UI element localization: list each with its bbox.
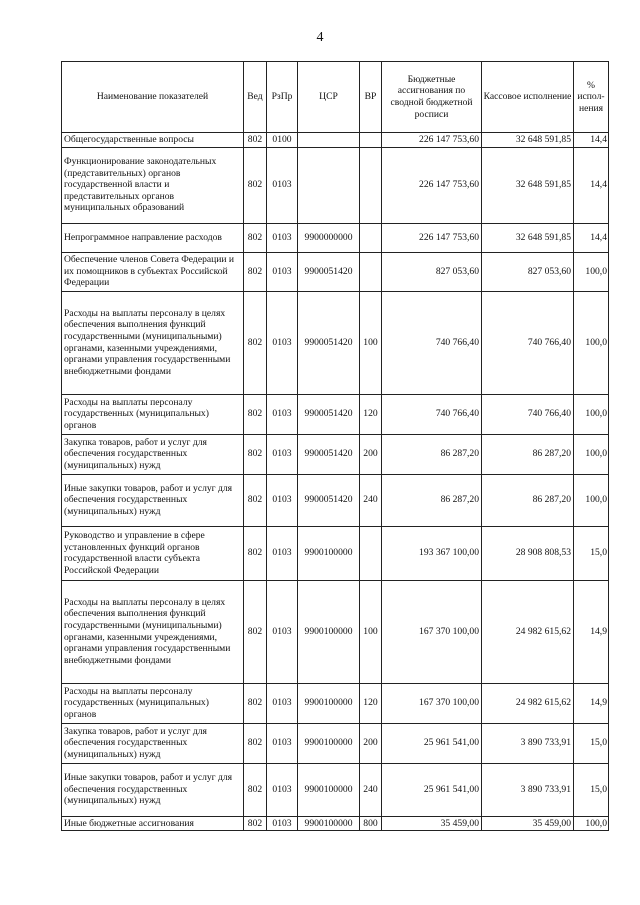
row-budget: 193 367 100,00 bbox=[382, 526, 482, 580]
row-rzpr: 0103 bbox=[267, 147, 298, 223]
row-budget: 25 961 541,00 bbox=[382, 723, 482, 763]
row-rzpr: 0103 bbox=[267, 434, 298, 474]
row-pct: 15,0 bbox=[574, 763, 609, 816]
row-rzpr: 0103 bbox=[267, 723, 298, 763]
row-cash: 28 908 808,53 bbox=[482, 526, 574, 580]
row-csr: 9900100000 bbox=[298, 526, 360, 580]
row-ved: 802 bbox=[244, 434, 267, 474]
row-name: Расходы на выплаты персоналу в целях обеспечения выполнения функций государственными (муниципальными) органами, казенными учреждениями, органами управления государственными внебюджетными фондами bbox=[62, 580, 244, 683]
row-rzpr: 0103 bbox=[267, 683, 298, 723]
row-cash: 35 459,00 bbox=[482, 816, 574, 831]
row-ved: 802 bbox=[244, 147, 267, 223]
row-ved: 802 bbox=[244, 291, 267, 394]
header-csr: ЦСР bbox=[298, 62, 360, 133]
table-row bbox=[62, 223, 609, 252]
row-pct: 100,0 bbox=[574, 291, 609, 394]
row-ved: 802 bbox=[244, 526, 267, 580]
row-rzpr: 0103 bbox=[267, 580, 298, 683]
row-name: Расходы на выплаты персоналу государственных (муниципальных) органов bbox=[62, 683, 244, 723]
row-budget: 35 459,00 bbox=[382, 816, 482, 831]
row-rzpr: 0103 bbox=[267, 394, 298, 434]
header-budget: Бюджетные ассигнования по сводной бюджетной росписи bbox=[382, 62, 482, 133]
row-rzpr: 0103 bbox=[267, 291, 298, 394]
row-csr: 9900100000 bbox=[298, 763, 360, 816]
table-row bbox=[62, 526, 609, 580]
row-rzpr: 0103 bbox=[267, 223, 298, 252]
row-pct: 100,0 bbox=[574, 394, 609, 434]
row-csr: 9900051420 bbox=[298, 434, 360, 474]
row-pct: 100,0 bbox=[574, 434, 609, 474]
row-name: Расходы на выплаты персоналу в целях обеспечения выполнения функций государственными (муниципальными) органами, казенными учреждениями, органами управления государственными внебюджетными фондами bbox=[62, 291, 244, 394]
row-csr: 9900051420 bbox=[298, 474, 360, 526]
table-row bbox=[62, 291, 609, 394]
row-cash: 32 648 591,85 bbox=[482, 133, 574, 148]
row-vr: 100 bbox=[360, 291, 382, 394]
row-ved: 802 bbox=[244, 223, 267, 252]
row-budget: 86 287,20 bbox=[382, 434, 482, 474]
row-csr: 9900051420 bbox=[298, 394, 360, 434]
row-cash: 24 982 615,62 bbox=[482, 580, 574, 683]
header-ved: Вед bbox=[244, 62, 267, 133]
page-number: 4 bbox=[316, 30, 324, 45]
row-rzpr: 0103 bbox=[267, 252, 298, 291]
row-name: Закупка товаров, работ и услуг для обеспечения государственных (муниципальных) нужд bbox=[62, 434, 244, 474]
row-name: Обеспечение членов Совета Федерации и их помощников в субъектах Российской Федерации bbox=[62, 252, 244, 291]
row-csr: 9900100000 bbox=[298, 816, 360, 831]
row-csr: 9900100000 bbox=[298, 723, 360, 763]
row-pct: 100,0 bbox=[574, 816, 609, 831]
row-vr bbox=[360, 133, 382, 148]
row-budget: 167 370 100,00 bbox=[382, 580, 482, 683]
row-cash: 32 648 591,85 bbox=[482, 147, 574, 223]
table-body bbox=[62, 133, 609, 831]
row-budget: 86 287,20 bbox=[382, 474, 482, 526]
table-row bbox=[62, 580, 609, 683]
row-budget: 740 766,40 bbox=[382, 394, 482, 434]
row-cash: 740 766,40 bbox=[482, 394, 574, 434]
row-rzpr: 0100 bbox=[267, 133, 298, 148]
row-vr bbox=[360, 147, 382, 223]
row-cash: 3 890 733,91 bbox=[482, 763, 574, 816]
row-ved: 802 bbox=[244, 394, 267, 434]
table-row bbox=[62, 474, 609, 526]
row-name: Иные закупки товаров, работ и услуг для обеспечения государственных (муниципальных) нужд bbox=[62, 763, 244, 816]
row-vr: 200 bbox=[360, 434, 382, 474]
table-row bbox=[62, 394, 609, 434]
row-rzpr: 0103 bbox=[267, 526, 298, 580]
header-name: Наименование показателей bbox=[62, 62, 244, 133]
row-vr: 240 bbox=[360, 763, 382, 816]
row-pct: 14,4 bbox=[574, 223, 609, 252]
row-csr: 9900051420 bbox=[298, 252, 360, 291]
row-csr: 9900051420 bbox=[298, 291, 360, 394]
row-budget: 226 147 753,60 bbox=[382, 147, 482, 223]
row-name: Закупка товаров, работ и услуг для обеспечения государственных (муниципальных) нужд bbox=[62, 723, 244, 763]
row-ved: 802 bbox=[244, 763, 267, 816]
row-vr: 100 bbox=[360, 580, 382, 683]
row-vr: 200 bbox=[360, 723, 382, 763]
table-row bbox=[62, 147, 609, 223]
row-pct: 15,0 bbox=[574, 526, 609, 580]
row-vr: 120 bbox=[360, 683, 382, 723]
row-name: Руководство и управление в сфере установленных функций органов государственной власти субъекта Российской Федерации bbox=[62, 526, 244, 580]
row-pct: 100,0 bbox=[574, 252, 609, 291]
table-row bbox=[62, 133, 609, 148]
budget-execution-table bbox=[61, 61, 609, 831]
row-ved: 802 bbox=[244, 252, 267, 291]
row-cash: 3 890 733,91 bbox=[482, 723, 574, 763]
row-pct: 100,0 bbox=[574, 474, 609, 526]
table-row bbox=[62, 434, 609, 474]
header-vr: ВР bbox=[360, 62, 382, 133]
row-rzpr: 0103 bbox=[267, 763, 298, 816]
row-vr bbox=[360, 526, 382, 580]
row-cash: 827 053,60 bbox=[482, 252, 574, 291]
row-budget: 740 766,40 bbox=[382, 291, 482, 394]
row-pct: 14,4 bbox=[574, 133, 609, 148]
row-budget: 25 961 541,00 bbox=[382, 763, 482, 816]
row-csr: 9900100000 bbox=[298, 683, 360, 723]
row-budget: 226 147 753,60 bbox=[382, 223, 482, 252]
row-rzpr: 0103 bbox=[267, 474, 298, 526]
row-name: Иные закупки товаров, работ и услуг для обеспечения государственных (муниципальных) нужд bbox=[62, 474, 244, 526]
row-pct: 14,4 bbox=[574, 147, 609, 223]
row-cash: 24 982 615,62 bbox=[482, 683, 574, 723]
row-ved: 802 bbox=[244, 816, 267, 831]
row-budget: 226 147 753,60 bbox=[382, 133, 482, 148]
row-ved: 802 bbox=[244, 580, 267, 683]
row-rzpr: 0103 bbox=[267, 816, 298, 831]
row-ved: 802 bbox=[244, 474, 267, 526]
row-cash: 740 766,40 bbox=[482, 291, 574, 394]
row-name: Общегосударственные вопросы bbox=[62, 133, 244, 148]
header-pct: % испол-нения bbox=[574, 62, 609, 133]
row-csr: 9900000000 bbox=[298, 223, 360, 252]
row-pct: 14,9 bbox=[574, 683, 609, 723]
row-budget: 167 370 100,00 bbox=[382, 683, 482, 723]
header-cash: Кассовое исполнение bbox=[482, 62, 574, 133]
row-cash: 86 287,20 bbox=[482, 474, 574, 526]
row-vr bbox=[360, 223, 382, 252]
row-cash: 86 287,20 bbox=[482, 434, 574, 474]
table-row bbox=[62, 683, 609, 723]
row-pct: 15,0 bbox=[574, 723, 609, 763]
row-ved: 802 bbox=[244, 133, 267, 148]
table-row bbox=[62, 816, 609, 831]
row-ved: 802 bbox=[244, 723, 267, 763]
row-cash: 32 648 591,85 bbox=[482, 223, 574, 252]
row-csr bbox=[298, 147, 360, 223]
row-name: Непрограммное направление расходов bbox=[62, 223, 244, 252]
row-vr: 120 bbox=[360, 394, 382, 434]
row-vr: 240 bbox=[360, 474, 382, 526]
table-header-row bbox=[62, 62, 609, 133]
header-rzpr: РзПр bbox=[267, 62, 298, 133]
table-row bbox=[62, 763, 609, 816]
row-csr: 9900100000 bbox=[298, 580, 360, 683]
row-name: Функционирование законодательных (представительных) органов государственной власти и представительных органов муниципальных образований bbox=[62, 147, 244, 223]
table-row bbox=[62, 252, 609, 291]
row-name: Расходы на выплаты персоналу государственных (муниципальных) органов bbox=[62, 394, 244, 434]
row-vr: 800 bbox=[360, 816, 382, 831]
row-pct: 14,9 bbox=[574, 580, 609, 683]
row-ved: 802 bbox=[244, 683, 267, 723]
row-budget: 827 053,60 bbox=[382, 252, 482, 291]
table-row bbox=[62, 723, 609, 763]
row-csr bbox=[298, 133, 360, 148]
row-vr bbox=[360, 252, 382, 291]
row-name: Иные бюджетные ассигнования bbox=[62, 816, 244, 831]
